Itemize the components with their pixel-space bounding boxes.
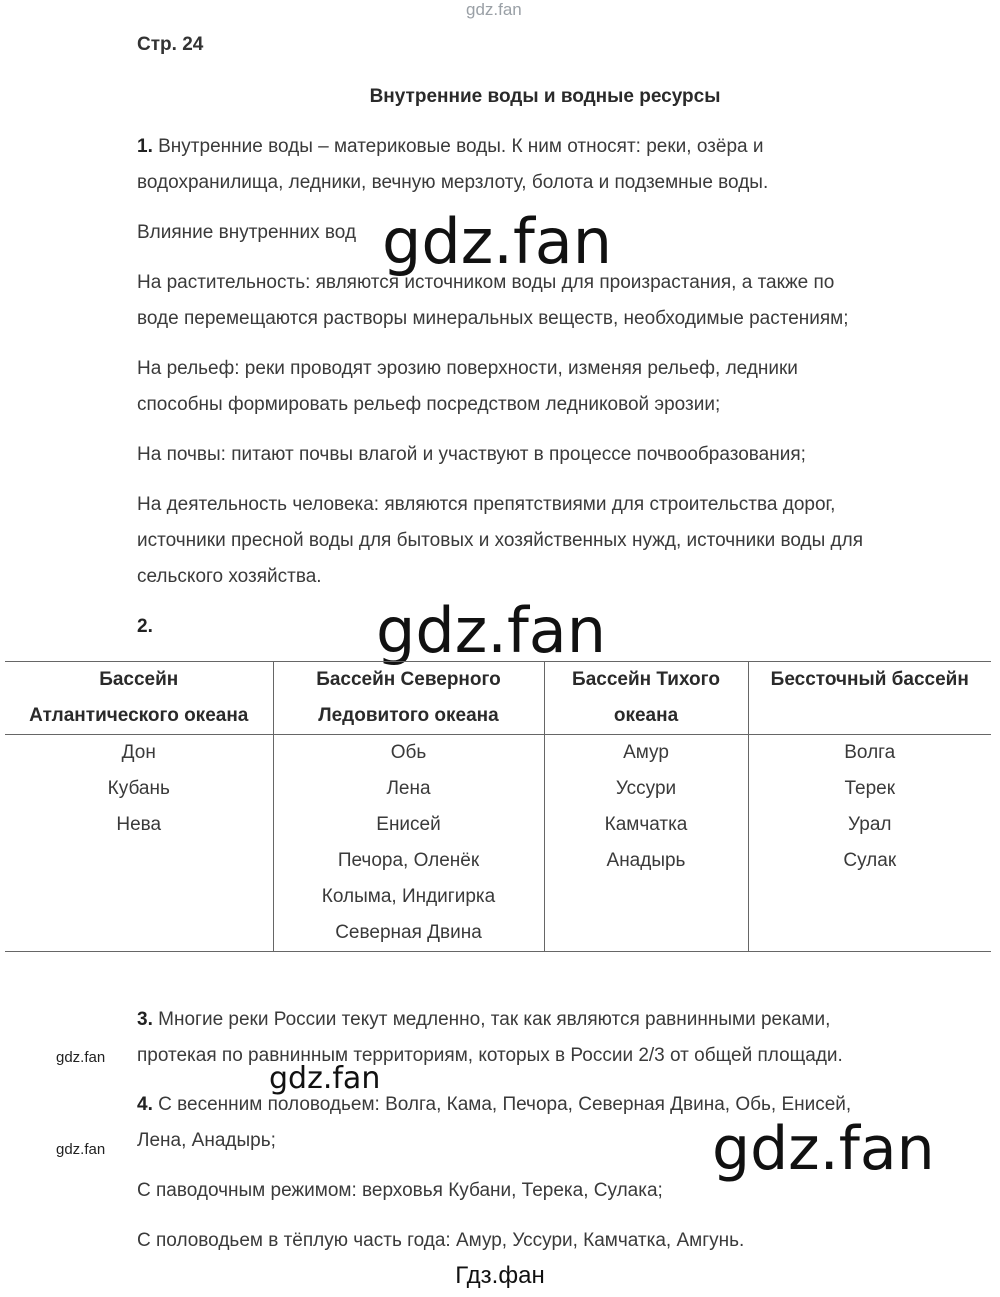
- river-name: Урал: [848, 814, 892, 835]
- watermark-bottom: Гдз.фан: [455, 1262, 545, 1289]
- q4-number: 4.: [137, 1094, 153, 1115]
- river-basins-table: [5, 661, 991, 952]
- cell-pacific-rivers: [544, 735, 748, 952]
- q3-line-1: [137, 1002, 830, 1038]
- watermark-medium: gdz.fan: [269, 1061, 381, 1096]
- cell-atlantic-rivers: [5, 735, 273, 952]
- river-name: Лена: [386, 778, 431, 799]
- river-name: Анадырь: [606, 850, 686, 871]
- q1-human-1: На деятельность человека: являются препятствиями для строительства дорог,: [137, 494, 836, 515]
- watermark-large-1: gdz.fan: [382, 205, 613, 278]
- q1-relief-2: способны формировать рельеф посредством ледниковой эрозии;: [137, 394, 721, 415]
- header-pacific-line-1: Бассейн Тихого: [572, 669, 720, 690]
- q1-line-1: [137, 129, 763, 165]
- header-pacific: [544, 662, 748, 735]
- q1-vegetation-1: На растительность: являются источником воды для произрастания, а также по: [137, 272, 835, 293]
- q3-line-2: протекая по равнинным территориям, которых в России 2/3 от общей площади.: [137, 1045, 843, 1066]
- river-name: Сулак: [843, 850, 897, 871]
- q1-influence: Влияние внутренних вод: [137, 222, 357, 243]
- cell-arctic-rivers: [273, 735, 544, 952]
- river-name: Камчатка: [604, 814, 688, 835]
- q4-line-2: Лена, Анадырь;: [137, 1130, 276, 1151]
- river-name: Печора, Оленёк: [337, 850, 480, 871]
- header-atlantic: [5, 662, 273, 735]
- header-pacific-line-2: океана: [613, 705, 679, 726]
- watermark-side-2: gdz.fan: [56, 1141, 106, 1158]
- q1-soil: На почвы: питают почвы влагой и участвуют в процессе почвообразования;: [137, 444, 806, 465]
- header-endorheic: [748, 662, 991, 735]
- watermark-large-2: gdz.fan: [376, 594, 607, 667]
- header-atlantic-line-1: Бассейн: [99, 669, 179, 690]
- q1-human-3: сельского хозяйства.: [137, 566, 322, 587]
- q3-number: 3.: [137, 1009, 153, 1030]
- watermark-large-3: gdz.fan: [712, 1114, 935, 1184]
- header-arctic-line-2: Ледовитого океана: [318, 705, 499, 726]
- river-name: Северная Двина: [335, 922, 482, 943]
- watermark-side-1: gdz.fan: [56, 1049, 106, 1066]
- river-name: Нева: [116, 814, 162, 835]
- river-name: Колыма, Индигирка: [321, 886, 496, 907]
- river-name: Уссури: [615, 778, 677, 799]
- section-title: Внутренние воды и водные ресурсы: [369, 86, 721, 107]
- river-name: Енисей: [376, 814, 441, 835]
- table-row: [5, 735, 991, 952]
- q4-text-1: С весенним половодьем: Волга, Кама, Печора, Северная Двина, Обь, Енисей,: [152, 1094, 852, 1115]
- header-endorheic-line-1: Бессточный бассейн: [770, 669, 969, 690]
- river-name: Волга: [844, 742, 896, 763]
- header-arctic: [273, 662, 544, 735]
- q2-number: 2.: [137, 616, 153, 637]
- cell-endorheic-rivers: [748, 735, 991, 952]
- river-name: Обь: [390, 742, 427, 763]
- watermark-top: gdz.fan: [466, 0, 522, 19]
- page-label: Стр. 24: [137, 34, 204, 55]
- header-atlantic-line-2: Атлантического океана: [29, 705, 249, 726]
- river-name: Терек: [844, 778, 896, 799]
- table-header-row: [5, 662, 991, 735]
- river-name: Амур: [623, 742, 669, 763]
- q1-text-1: Внутренние воды – материковые воды. К ним относят: реки, озёра и: [152, 136, 764, 157]
- header-arctic-line-1: Бассейн Северного: [316, 669, 501, 690]
- q1-human-2: источники пресной воды для бытовых и хозяйственных нужд, источники воды для: [137, 530, 863, 551]
- q1-line-2: водохранилища, ледники, вечную мерзлоту, болота и подземные воды.: [137, 172, 769, 193]
- q4-warm-season: С половодьем в тёплую часть года: Амур, Уссури, Камчатка, Амгунь.: [137, 1230, 745, 1251]
- q1-vegetation-2: воде перемещаются растворы минеральных веществ, необходимые растениям;: [137, 308, 849, 329]
- q4-flood-regime: С паводочным режимом: верховья Кубани, Терека, Сулака;: [137, 1180, 663, 1201]
- q3-text-1: Многие реки России текут медленно, так как являются равнинными реками,: [152, 1009, 831, 1030]
- river-name: Кубань: [107, 778, 170, 799]
- river-name: Дон: [121, 742, 156, 763]
- q1-relief-1: На рельеф: реки проводят эрозию поверхности, изменяя рельеф, ледники: [137, 358, 798, 379]
- q1-number: 1.: [137, 136, 153, 157]
